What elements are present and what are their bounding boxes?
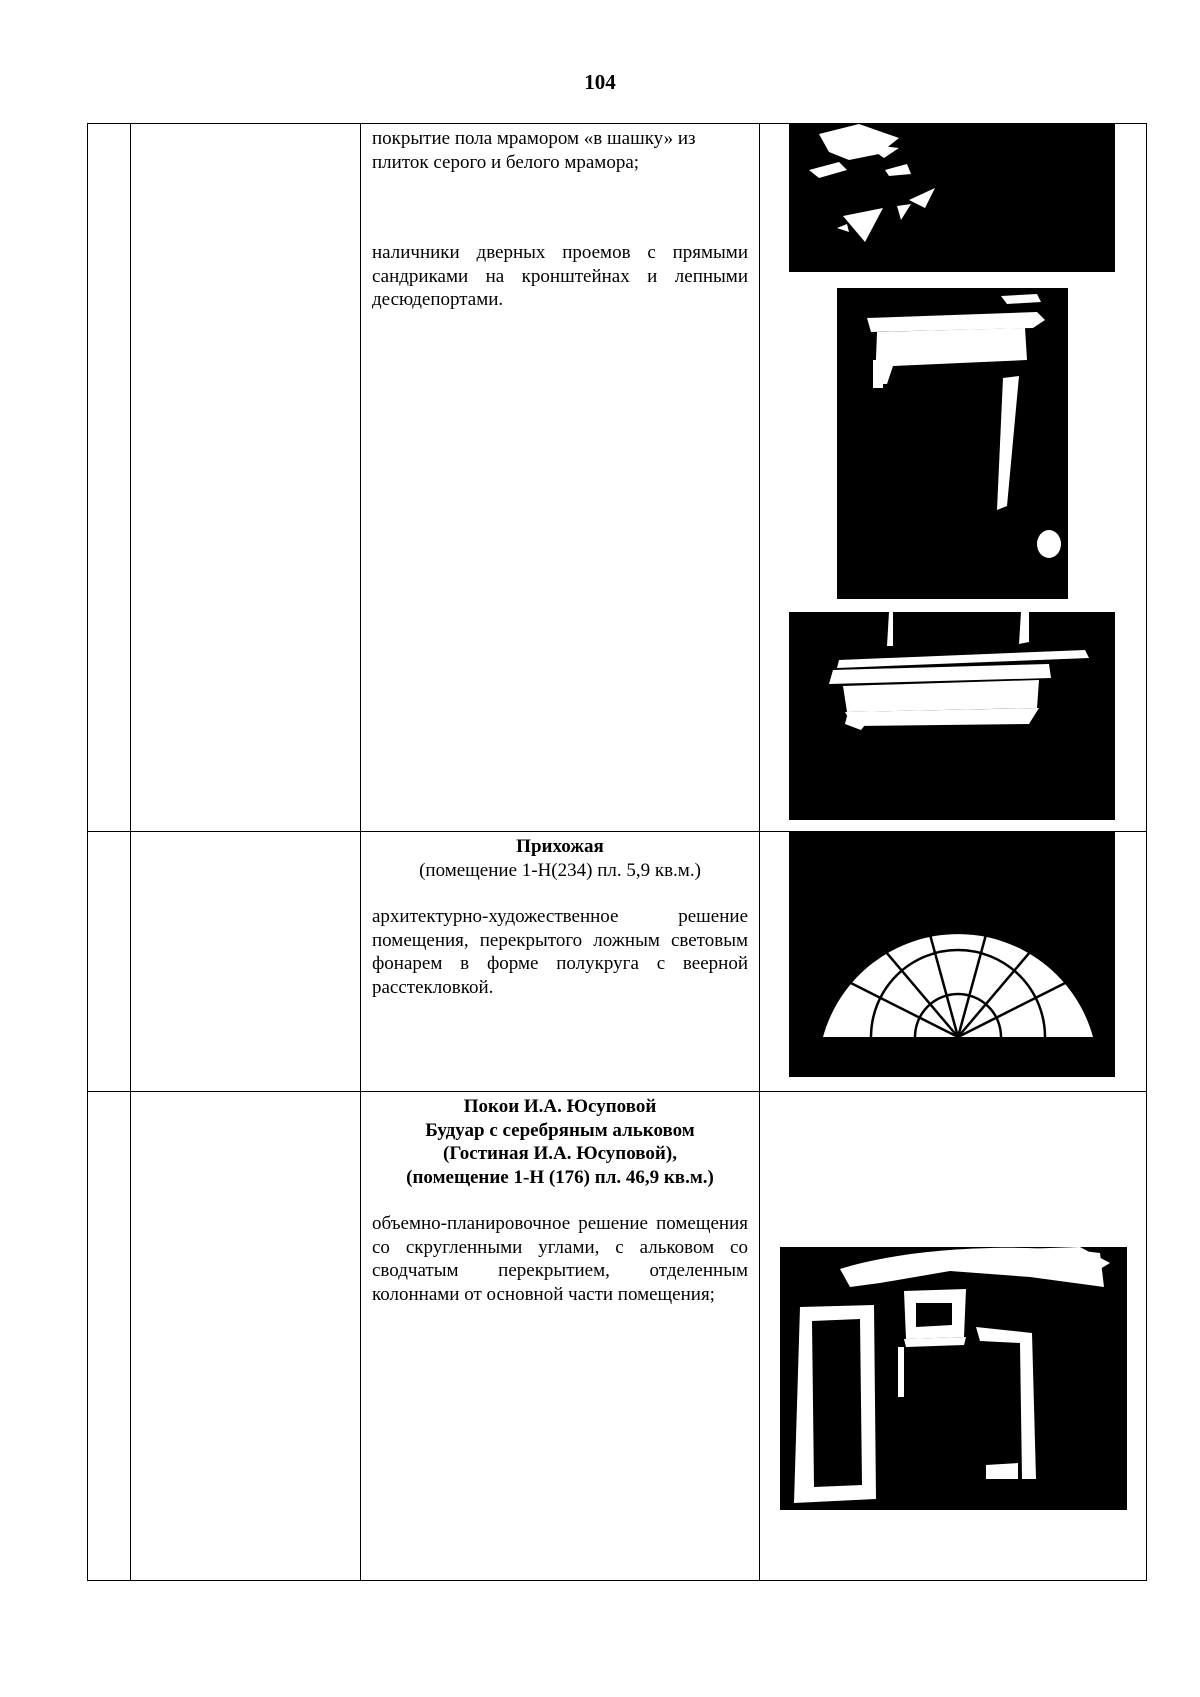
description-paragraph: наличники дверных проемов с прямыми сандриками на кронштейнах и лепными десюдепортами. [372, 242, 748, 310]
room-heading: Прихожая [516, 836, 604, 857]
table-row [88, 1092, 1147, 1581]
number-cell [88, 124, 131, 832]
page-number: 104 [584, 70, 616, 94]
room-subheading: (помещение 1-Н(234) пл. 5,9 кв.м.) [419, 859, 701, 881]
description-cell [361, 1092, 760, 1581]
room-heading: Будуар с серебряным альковом [425, 1119, 695, 1141]
room-subheading: (помещение 1-Н (176) пл. 46,9 кв.м.) [406, 1166, 714, 1188]
room-heading: Покои И.А. Юсуповой [463, 1096, 657, 1117]
room-heading: (Гостиная И.А. Юсуповой), [443, 1143, 677, 1164]
name-cell [131, 832, 361, 1092]
description-paragraph: покрытие пола мрамором «в шашку» из плиток серого и белого мрамора; [372, 128, 696, 173]
marble-floor-photo [789, 124, 1115, 272]
door-sandrik-photo [789, 612, 1115, 820]
table-row [88, 832, 1147, 1092]
name-cell [131, 124, 361, 832]
door-frame-photo [837, 288, 1068, 599]
register-table [87, 123, 1147, 1581]
boudoir-alcove-photo [780, 1247, 1127, 1510]
photo-cell [760, 124, 1147, 832]
photo-cell [760, 832, 1147, 1092]
name-cell [131, 1092, 361, 1581]
number-cell [88, 1092, 131, 1581]
photo-cell [760, 1092, 1147, 1581]
table-row [88, 124, 1147, 832]
description-cell [361, 124, 760, 832]
description-paragraph: объемно-планировочное решение помещения со скругленными углами, с альковом со сводчатым перекрытием, отделенным колоннами от основной части помещения; [372, 1213, 748, 1305]
fan-skylight-photo [789, 832, 1115, 1077]
description-paragraph: архитектурно-художественное решение помещения, перекрытого ложным световым фонарем в форме полукруга с веерной расстекловкой. [372, 906, 748, 998]
description-cell [361, 832, 760, 1092]
number-cell [88, 832, 131, 1092]
